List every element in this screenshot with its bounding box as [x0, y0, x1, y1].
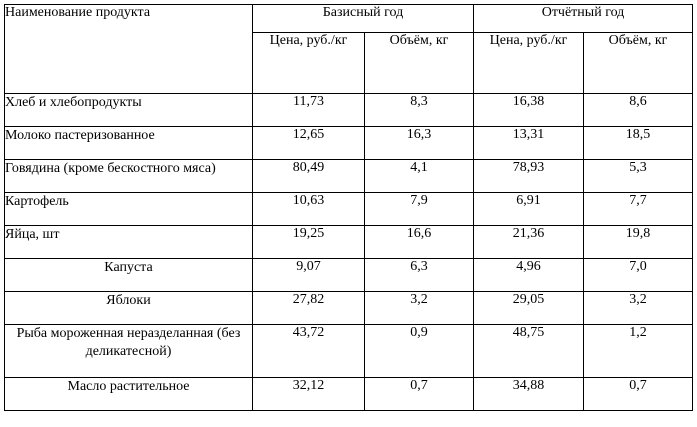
base-price: 32,12	[253, 378, 365, 411]
report-price: 6,91	[474, 193, 584, 226]
base-volume: 7,9	[365, 193, 474, 226]
report-volume: 5,3	[584, 160, 693, 193]
base-price: 80,49	[253, 160, 365, 193]
report-price: 78,93	[474, 160, 584, 193]
table-row	[5, 226, 693, 259]
table-row	[5, 259, 693, 292]
report-price: 13,31	[474, 127, 584, 160]
base-volume: 16,3	[365, 127, 474, 160]
report-price: 4,96	[474, 259, 584, 292]
table-row	[5, 160, 693, 193]
table-row	[5, 193, 693, 226]
base-price: 10,63	[253, 193, 365, 226]
report-price: 16,38	[474, 94, 584, 127]
base-volume: 0,9	[365, 325, 474, 378]
header-report-volume: Объём, кг	[584, 33, 693, 94]
table-row	[5, 325, 693, 378]
report-volume: 7,7	[584, 193, 693, 226]
base-volume: 8,3	[365, 94, 474, 127]
base-price: 9,07	[253, 259, 365, 292]
product-name: Капуста	[5, 259, 253, 292]
product-name: Рыба мороженная неразделанная (без деликатесной)	[5, 325, 253, 378]
header-base-year: Базисный год	[253, 5, 474, 33]
table-row	[5, 94, 693, 127]
price-table	[4, 4, 693, 411]
product-name: Яблоки	[5, 292, 253, 325]
report-price: 29,05	[474, 292, 584, 325]
base-volume: 4,1	[365, 160, 474, 193]
base-volume: 0,7	[365, 378, 474, 411]
report-volume: 8,6	[584, 94, 693, 127]
header-base-volume: Объём, кг	[365, 33, 474, 94]
base-volume: 6,3	[365, 259, 474, 292]
report-volume: 1,2	[584, 325, 693, 378]
table-row	[5, 378, 693, 411]
base-price: 12,65	[253, 127, 365, 160]
base-price: 19,25	[253, 226, 365, 259]
header-base-price: Цена, руб./кг	[253, 33, 365, 94]
product-name: Яйца, шт	[5, 226, 253, 259]
base-price: 27,82	[253, 292, 365, 325]
product-name: Картофель	[5, 193, 253, 226]
base-price: 11,73	[253, 94, 365, 127]
base-volume: 3,2	[365, 292, 474, 325]
report-volume: 19,8	[584, 226, 693, 259]
table-row	[5, 292, 693, 325]
product-name: Молоко пастеризованное	[5, 127, 253, 160]
report-price: 48,75	[474, 325, 584, 378]
report-price: 34,88	[474, 378, 584, 411]
product-name: Хлеб и хлебопродукты	[5, 94, 253, 127]
report-volume: 7,0	[584, 259, 693, 292]
header-product-name: Наименование продукта	[5, 5, 253, 94]
product-name: Говядина (кроме бескостного мяса)	[5, 160, 253, 193]
report-volume: 3,2	[584, 292, 693, 325]
base-price: 43,72	[253, 325, 365, 378]
report-volume: 0,7	[584, 378, 693, 411]
product-name: Масло растительное	[5, 378, 253, 411]
header-report-price: Цена, руб./кг	[474, 33, 584, 94]
header-report-year: Отчётный год	[474, 5, 693, 33]
table-row	[5, 127, 693, 160]
base-volume: 16,6	[365, 226, 474, 259]
report-price: 21,36	[474, 226, 584, 259]
report-volume: 18,5	[584, 127, 693, 160]
